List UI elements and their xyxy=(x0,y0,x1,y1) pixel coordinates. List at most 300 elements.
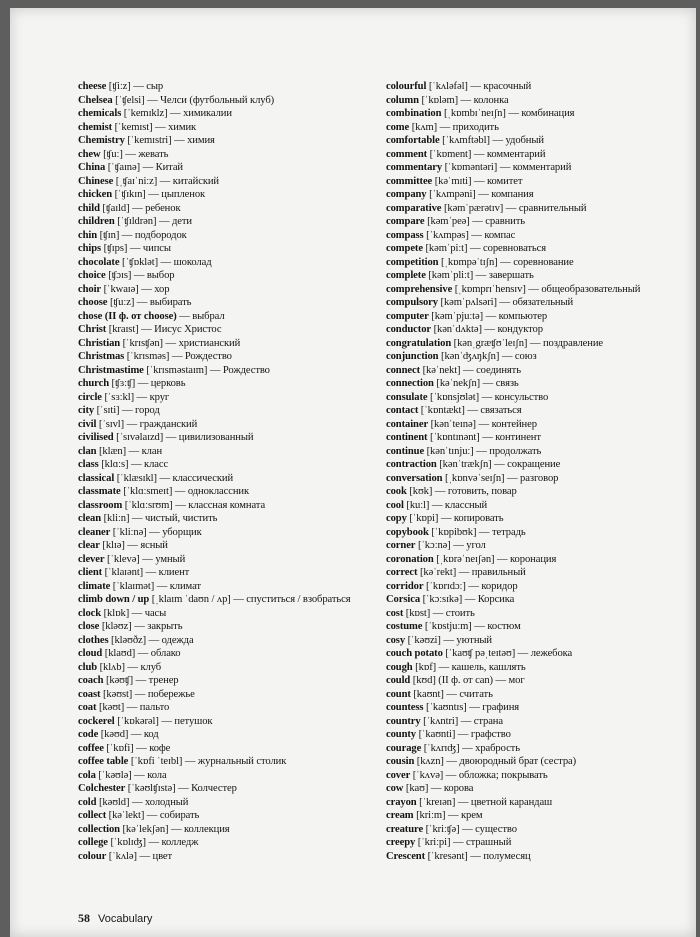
headword: collection xyxy=(78,823,120,835)
headword: connect xyxy=(386,364,421,376)
transcription-translation: [ˌkɒmprɪˈhensɪv] — общеобразовательный xyxy=(452,283,641,295)
headword: coffee xyxy=(78,742,104,754)
vocab-entry xyxy=(386,769,686,783)
headword: class xyxy=(78,459,99,470)
vocab-entry xyxy=(78,364,386,378)
transcription-translation: [ˈkemɪstri] — химия xyxy=(124,135,215,146)
headword: cosy xyxy=(386,634,406,646)
transcription-translation: [kənˈteɪnə] — контейнер xyxy=(428,418,537,430)
vocab-entry xyxy=(386,661,686,675)
vocab-entry xyxy=(386,634,686,648)
vocab-entry xyxy=(386,269,686,283)
headword: countess xyxy=(386,702,424,713)
transcription-translation: [ˈkɔːsɪkə] — Корсика xyxy=(420,594,515,605)
vocab-entry xyxy=(386,796,686,810)
transcription-translation: [klʌb] — клуб xyxy=(97,661,162,673)
transcription-translation: [ˈʧɒklət] — шоколад xyxy=(119,256,212,268)
headword: cockerel xyxy=(78,715,115,727)
vocab-entry xyxy=(386,337,686,351)
transcription-translation: [ˈkɒfi] — кофе xyxy=(103,742,171,754)
transcription-translation: [kɒst] — стоить xyxy=(403,607,475,619)
headword: cola xyxy=(78,769,96,781)
headword: choice xyxy=(78,270,106,281)
transcription-translation: [klæn] — клан xyxy=(96,445,163,457)
transcription-translation: [kraɪst] — Иисус Христос xyxy=(106,324,222,335)
headword: congratulation xyxy=(386,337,452,349)
transcription-translation: [ˈkʌləfəl] — красочный xyxy=(426,81,532,92)
transcription-translation: [klaʊd] — облако xyxy=(102,648,181,659)
headword: climb down / up xyxy=(78,594,150,605)
vocab-entry xyxy=(78,661,386,675)
transcription-translation: [ˈklɑːsrʊm] — классная комната xyxy=(122,499,266,511)
transcription-translation: [kʊd] (II ф. от can) — мог xyxy=(410,675,525,686)
headword: costume xyxy=(386,621,423,632)
vocab-entry xyxy=(78,161,386,175)
transcription-translation: [ˈkɒnsjʊlət] — консульство xyxy=(427,391,549,403)
headword: client xyxy=(78,567,103,578)
transcription-translation: [ˈkriːpi] — страшный xyxy=(415,837,512,848)
headword: chips xyxy=(78,243,102,254)
transcription-translation: [kəʊd] — код xyxy=(98,729,159,740)
transcription-translation: [ˈkaʊnti] — графство xyxy=(416,729,511,740)
transcription-translation: [kʌzn] — двоюродный брат (сестра) xyxy=(414,756,577,767)
vocab-entry xyxy=(386,742,686,756)
vocab-entry xyxy=(386,553,686,567)
vocab-entry xyxy=(78,688,386,702)
page-number: 58 xyxy=(78,911,90,925)
headword: conjunction xyxy=(386,351,439,362)
transcription-translation: [kaʊnt] — считать xyxy=(410,688,493,700)
vocab-entry xyxy=(386,836,686,850)
transcription-translation: [ˌkɒmbɪˈneɪʃn] — комбинация xyxy=(441,108,575,119)
transcription-translation: [ˈsɪvəlaɪzd] — цивилизованный xyxy=(113,432,254,443)
headword: conversation xyxy=(386,472,443,484)
headword: Chemistry xyxy=(78,135,125,146)
headword: corridor xyxy=(386,580,424,592)
transcription-translation: [kriːm] — крем xyxy=(413,810,483,821)
headword: Corsica xyxy=(386,594,421,605)
headword: county xyxy=(386,729,417,740)
vocab-entry xyxy=(386,296,686,310)
transcription-translation: [ˈkwaɪə] — хор xyxy=(101,283,170,295)
headword: Christmastime xyxy=(78,364,144,376)
vocab-entry xyxy=(386,647,686,661)
transcription-translation: [ˌkɒnvəˈseɪʃn] — разговор xyxy=(442,472,559,484)
transcription-translation: [ˈklaɪənt] — клиент xyxy=(102,567,190,578)
transcription-translation: [kəʊʧ] — тренер xyxy=(103,675,179,686)
transcription-translation: [ˈkɒpibʊk] — тетрадь xyxy=(428,526,526,538)
headword: comprehensive xyxy=(386,283,453,295)
vocab-entry xyxy=(78,728,386,742)
transcription-translation: [ˌʧaɪˈniːz] — китайский xyxy=(113,175,220,187)
transcription-translation: [kənˌgræʧʊˈleɪʃn] — поздравление xyxy=(451,337,603,349)
transcription-translation: [ˈsɪti] — город xyxy=(94,405,160,416)
vocab-entry xyxy=(78,499,386,513)
transcription-translation: [ʧɔɪs] — выбор xyxy=(105,270,175,281)
vocab-entry xyxy=(78,850,386,864)
footer-label: Vocabulary xyxy=(98,913,153,925)
transcription-translation: [kliːn] — чистый, чистить xyxy=(101,513,218,524)
vocab-entry xyxy=(78,580,386,594)
headword: come xyxy=(386,121,410,133)
vocab-entry xyxy=(386,161,686,175)
transcription-translation: [kləʊðz] — одежда xyxy=(108,634,194,646)
headword: cover xyxy=(386,769,411,781)
transcription-translation: [kəʊst] — побережье xyxy=(100,688,195,700)
headword: courage xyxy=(386,742,422,754)
transcription-translation: [kaʊ] — корова xyxy=(403,783,474,794)
headword: clean xyxy=(78,513,102,524)
vocab-entry xyxy=(386,539,686,553)
vocab-entry xyxy=(78,769,386,783)
transcription-translation: [kəmˈpeə] — сравнить xyxy=(424,216,525,227)
transcription-translation: [kəˈlekʃən] — коллекция xyxy=(119,823,230,835)
headword: correct xyxy=(386,567,418,578)
vocab-entry xyxy=(386,782,686,796)
vocab-entry xyxy=(78,620,386,634)
headword: clothes xyxy=(78,634,109,646)
transcription-translation: [ˈkaʊntɪs] — графиня xyxy=(423,702,520,713)
headword: China xyxy=(78,162,106,173)
headword: copybook xyxy=(386,526,429,538)
transcription-translation: [ˈkemɪst] — химик xyxy=(112,121,197,133)
headword: compare xyxy=(386,216,425,227)
vocab-entry xyxy=(386,323,686,337)
vocab-entry xyxy=(78,431,386,445)
transcription-translation: — выбрал xyxy=(176,310,225,322)
headword: coffee table xyxy=(78,756,129,767)
transcription-translation: [ˈkʌntri] — страна xyxy=(420,715,503,727)
headword: children xyxy=(78,216,115,227)
vocab-entry xyxy=(78,269,386,283)
transcription-translation: [klɑːs] — класс xyxy=(98,459,169,470)
headword: country xyxy=(386,715,421,727)
transcription-translation: [ˈkriːʧə] — существо xyxy=(423,823,517,835)
headword: cream xyxy=(386,810,414,821)
transcription-translation: [ˈkʌmpəs] — компас xyxy=(423,229,516,241)
headword: civil xyxy=(78,418,97,430)
headword: cheese xyxy=(78,81,107,92)
headword: continent xyxy=(386,432,428,443)
headword: choose xyxy=(78,297,108,308)
vocab-entry xyxy=(78,701,386,715)
headword: copy xyxy=(386,513,407,524)
vocab-entry xyxy=(386,850,686,864)
headword: cost xyxy=(386,607,404,619)
transcription-translation: [ˈsɜːkl] — круг xyxy=(101,391,170,403)
transcription-translation: [ˈkʌlə] — цвет xyxy=(106,850,173,862)
transcription-translation: [ˈʧɪkɪn] — цыпленок xyxy=(112,189,206,200)
headword: climate xyxy=(78,580,111,592)
vocab-entry xyxy=(78,472,386,486)
vocab-entry xyxy=(78,607,386,621)
transcription-translation: [ˌklaɪm ˈdaʊn / ʌp] — спуститься / взобраться xyxy=(149,594,351,605)
headword: Crescent xyxy=(386,850,426,862)
transcription-translation: [ˈklevə] — умный xyxy=(104,553,186,565)
headword: Christian xyxy=(78,337,121,349)
headword: close xyxy=(78,621,100,632)
headword: chose (II ф. от choose) xyxy=(78,310,177,322)
vocab-entry xyxy=(386,620,686,634)
vocab-entry xyxy=(386,229,686,243)
transcription-translation: [ˌkɒrəˈneɪʃən] — коронация xyxy=(433,553,557,565)
dictionary-page xyxy=(10,8,696,937)
headword: classical xyxy=(78,472,115,484)
vocab-entry xyxy=(78,782,386,796)
headword: chemicals xyxy=(78,108,122,119)
headword: coach xyxy=(78,675,104,686)
vocab-entry xyxy=(78,593,386,607)
vocab-entry xyxy=(78,512,386,526)
headword: corner xyxy=(386,540,416,551)
vocab-entry xyxy=(78,418,386,432)
transcription-translation: [ʧiːz] — сыр xyxy=(106,81,164,92)
headword: committee xyxy=(386,175,433,187)
transcription-translation: [ˈʧaɪnə] — Китай xyxy=(105,162,183,173)
headword: code xyxy=(78,729,99,740)
vocab-entry xyxy=(386,674,686,688)
transcription-translation: [kəmˈpliːt] — завершать xyxy=(425,270,534,281)
vocab-entry xyxy=(386,580,686,594)
vocab-entry xyxy=(78,283,386,297)
transcription-translation: [ˈkəʊlə] — кола xyxy=(95,769,167,781)
vocab-entry xyxy=(78,107,386,121)
transcription-translation: [ˈkreɪən] — цветной карандаш xyxy=(416,796,553,808)
headword: choir xyxy=(78,283,102,295)
headword: computer xyxy=(386,310,429,322)
headword: Colchester xyxy=(78,783,126,794)
vocab-entry xyxy=(78,674,386,688)
headword: circle xyxy=(78,391,102,403)
headword: conductor xyxy=(386,324,432,335)
headword: cough xyxy=(386,661,413,673)
vocab-entry xyxy=(78,485,386,499)
vocab-entry xyxy=(386,134,686,148)
transcription-translation: [ʧaɪld] — ребенок xyxy=(99,202,181,214)
headword: colour xyxy=(78,850,107,862)
transcription-translation: [ˈsɪvl] — гражданский xyxy=(96,418,198,430)
vocab-entry xyxy=(386,458,686,472)
vocab-entry xyxy=(78,634,386,648)
transcription-translation: [kənˈtrækʃn] — сокращение xyxy=(436,459,561,470)
transcription-translation: [ˈkəʊlʧɪstə] — Колчестер xyxy=(125,783,237,794)
headword: consulate xyxy=(386,391,428,403)
transcription-translation: [ˈʧɪldrən] — дети xyxy=(114,216,192,227)
vocab-entry xyxy=(386,499,686,513)
headword: cold xyxy=(78,796,97,808)
headword: Chelsea xyxy=(78,94,113,106)
vocab-entry xyxy=(386,823,686,837)
vocab-entry xyxy=(386,107,686,121)
headword: container xyxy=(386,418,429,430)
vocab-entry xyxy=(386,593,686,607)
transcription-translation: [ˈkɒlɪʤ] — колледж xyxy=(107,837,199,848)
vocab-entry xyxy=(386,377,686,391)
vocab-entry xyxy=(78,121,386,135)
transcription-translation: [ˈkɒkərəl] — петушок xyxy=(114,715,213,727)
transcription-translation: [ˈkɒrɪdɔː] — коридор xyxy=(423,580,518,592)
transcription-translation: [ˈkɒməntəri] — комментарий xyxy=(442,162,572,173)
headword: chicken xyxy=(78,189,113,200)
vocab-entry xyxy=(78,836,386,850)
vocab-entry xyxy=(386,431,686,445)
vocab-entry xyxy=(78,350,386,364)
transcription-translation: [kənˈtɪnjuː] — продолжать xyxy=(424,445,542,457)
transcription-translation: [ˈkɒment] — комментарий xyxy=(427,148,546,160)
vocab-entry xyxy=(386,350,686,364)
transcription-translation: [ˈkresənt] — полумесяц xyxy=(425,850,531,862)
headword: classmate xyxy=(78,486,121,497)
transcription-translation: [kəmˈpʌlsəri] — обязательный xyxy=(437,297,574,308)
headword: column xyxy=(386,94,419,106)
transcription-translation: [ˈkrɪsʧən] — христианский xyxy=(120,337,241,349)
headword: collect xyxy=(78,810,107,821)
headword: creature xyxy=(386,823,424,835)
vocab-entry xyxy=(386,701,686,715)
headword: creepy xyxy=(386,837,416,848)
transcription-translation: [kənˈdʌktə] — кондуктор xyxy=(431,324,543,335)
vocab-entry xyxy=(386,256,686,270)
transcription-translation: [ˈkɒntɪnənt] — континент xyxy=(427,432,541,443)
headword: clock xyxy=(78,607,102,619)
vocab-entry xyxy=(386,148,686,162)
headword: comfortable xyxy=(386,135,440,146)
headword: clan xyxy=(78,445,97,457)
vocab-entry xyxy=(78,229,386,243)
vocab-entry xyxy=(78,742,386,756)
right-column xyxy=(386,80,686,863)
headword: combination xyxy=(386,108,442,119)
headword: could xyxy=(386,675,411,686)
transcription-translation: [ˈkɒləm] — колонка xyxy=(418,94,509,106)
headword: compass xyxy=(386,229,424,241)
vocab-entry xyxy=(386,418,686,432)
headword: complete xyxy=(386,270,426,281)
transcription-translation: [klɒk] — часы xyxy=(101,607,167,619)
transcription-translation: [ˈkɒntækt] — связаться xyxy=(418,405,522,416)
transcription-translation: [ˈklæsɪkl] — классический xyxy=(114,472,234,484)
vocab-entry xyxy=(386,404,686,418)
transcription-translation: [ˈklɑːsmeɪt] — одноклассник xyxy=(120,486,250,497)
transcription-translation: [ˈkemɪklz] — химикалии xyxy=(121,108,232,119)
vocab-entry xyxy=(386,364,686,378)
transcription-translation: [ˈkɔːnə] — угол xyxy=(415,540,486,551)
vocab-entry xyxy=(78,823,386,837)
vocab-entry xyxy=(78,566,386,580)
transcription-translation: [ˈklaɪmət] — климат xyxy=(110,580,201,592)
headword: competition xyxy=(386,256,439,268)
transcription-translation: [kəˈnekʃn] — связь xyxy=(433,378,519,389)
transcription-translation: [kʊk] — готовить, повар xyxy=(406,486,517,497)
transcription-translation: [ˈkɒstjuːm] — костюм xyxy=(422,621,521,632)
headword: church xyxy=(78,378,109,389)
vocab-entry xyxy=(78,188,386,202)
headword: commentary xyxy=(386,162,443,173)
vocab-entry xyxy=(386,310,686,324)
transcription-translation: [ˈkəʊzi] — уютный xyxy=(405,634,492,646)
headword: classroom xyxy=(78,499,123,511)
headword: cool xyxy=(386,499,404,511)
transcription-translation: [kuːl] — классный xyxy=(403,499,488,511)
headword: chemist xyxy=(78,121,113,133)
transcription-translation: [ˈkrɪsməs] — Рождество xyxy=(124,351,232,362)
headword: child xyxy=(78,202,100,214)
vocab-entry xyxy=(386,485,686,499)
vocab-entry xyxy=(386,188,686,202)
page-footer xyxy=(78,911,152,926)
vocab-entry xyxy=(386,121,686,135)
vocab-entry xyxy=(78,715,386,729)
transcription-translation: [ʧɪn] — подбородок xyxy=(97,229,187,241)
vocab-entry xyxy=(78,809,386,823)
vocab-entry xyxy=(78,377,386,391)
transcription-translation: [kɒf] — кашель, кашлять xyxy=(412,661,526,673)
transcription-translation: [ˈkaʊʧ pəˌteɪtəʊ] — лежебока xyxy=(442,648,573,659)
vocab-entry xyxy=(78,647,386,661)
vocab-entry xyxy=(386,715,686,729)
vocab-entry xyxy=(386,202,686,216)
headword: cousin xyxy=(386,756,415,767)
transcription-translation: [kəˈmɪti] — комитет xyxy=(432,175,523,187)
transcription-translation: [kəmˈpjuːtə] — компьютер xyxy=(428,310,548,322)
vocab-entry xyxy=(386,566,686,580)
vocab-entry xyxy=(386,809,686,823)
headword: connection xyxy=(386,378,434,389)
transcription-translation: [kəmˈpiːt] — соревноваться xyxy=(422,243,547,254)
vocab-entry xyxy=(78,391,386,405)
headword: Christ xyxy=(78,324,107,335)
transcription-translation: [ˈʧelsi] — Челси (футбольный клуб) xyxy=(112,94,275,106)
transcription-translation: [ʧuːz] — выбирать xyxy=(107,297,192,308)
vocab-entry xyxy=(78,175,386,189)
headword: clever xyxy=(78,553,105,565)
vocab-entry xyxy=(386,526,686,540)
vocab-entry xyxy=(386,283,686,297)
vocab-entry xyxy=(78,796,386,810)
transcription-translation: [ˈkʌvə] — обложка; покрывать xyxy=(410,769,548,781)
vocab-entry xyxy=(78,202,386,216)
vocab-entry xyxy=(78,296,386,310)
vocab-entry xyxy=(386,391,686,405)
transcription-translation: [kəˈrekt] — правильный xyxy=(417,567,526,578)
transcription-translation: [ˈkʌrɪʤ] — храбрость xyxy=(421,742,520,754)
transcription-translation: [ˌkɒmpəˈtɪʃn] — соревнование xyxy=(438,256,574,268)
vocab-entry xyxy=(78,310,386,324)
headword: couch potato xyxy=(386,648,443,659)
vocab-entry xyxy=(78,148,386,162)
headword: chew xyxy=(78,148,101,160)
vocab-entry xyxy=(386,445,686,459)
headword: college xyxy=(78,837,108,848)
headword: comment xyxy=(386,148,428,160)
headword: club xyxy=(78,661,98,673)
transcription-translation: [kəʊld] — холодный xyxy=(96,796,189,808)
transcription-translation: [ˈkɒpi] — копировать xyxy=(406,513,504,524)
headword: cook xyxy=(386,486,407,497)
headword: crayon xyxy=(386,796,417,808)
vocab-entry xyxy=(78,242,386,256)
vocab-entry xyxy=(386,94,686,108)
vocab-entry xyxy=(78,553,386,567)
headword: city xyxy=(78,405,95,416)
headword: contact xyxy=(386,405,419,416)
headword: chocolate xyxy=(78,256,120,268)
transcription-translation: [ˈkʌmftəbl] — удобный xyxy=(439,135,544,146)
vocab-entry xyxy=(78,80,386,94)
vocab-entry xyxy=(386,512,686,526)
vocab-entry xyxy=(78,215,386,229)
headword: clear xyxy=(78,540,100,551)
